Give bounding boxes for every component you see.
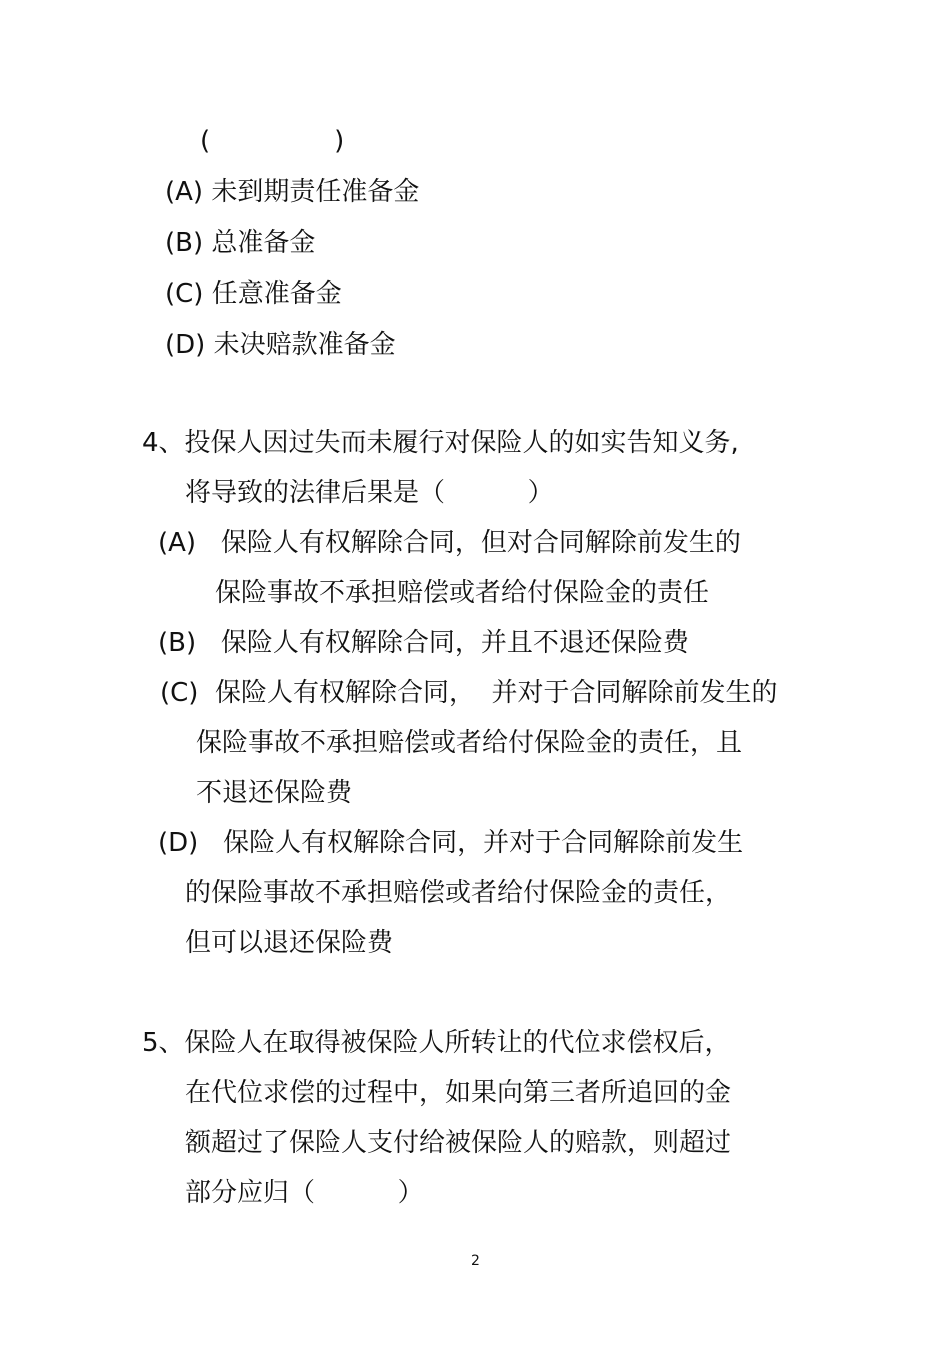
q4-stem-line1: 4、投保人因过失而未履行对保险人的如实告知义务, [142,428,739,458]
q5-stem-line2: 在代位求偿的过程中，如果向第三者所追回的金 [185,1078,732,1108]
q4-option-c-line2: 保险事故不承担赔偿或者给付保险金的责任，且 [196,728,743,758]
q4-option-b-line1: (B) 保险人有权解除合同，并且不退还保险费 [158,628,689,658]
q3-option-c: (C) 任意准备金 [165,279,342,309]
q4-stem-line2: 将导致的法律后果是（ ） [185,478,554,508]
q3-option-b: (B) 总准备金 [165,228,316,258]
q4-option-c-line3: 不退还保险费 [196,778,353,808]
q4-option-d-line3: 但可以退还保险费 [185,928,394,958]
q4-option-a-line2: 保险事故不承担赔偿或者给付保险金的责任 [215,578,710,608]
q3-option-a: (A) 未到期责任准备金 [165,177,420,207]
q5-stem-line1: 5、保险人在取得被保险人所转让的代位求偿权后， [142,1028,731,1058]
q5-stem-line3: 额超过了保险人支付给被保险人的赔款，则超过 [185,1128,732,1158]
q4-option-a-line1: (A) 保险人有权解除合同，但对合同解除前发生的 [158,528,741,558]
q4-option-c-line1: (C) 保险人有权解除合同， 并对于合同解除前发生的 [160,678,778,708]
q4-option-d-line1: (D) 保险人有权解除合同，并对于合同解除前发生 [158,828,744,858]
page-number: 2 [471,1253,480,1269]
q5-stem-line4: 部分应归（ ） [185,1178,424,1208]
q3-option-d: (D) 未决赔款准备金 [165,330,396,360]
q3-answer-blank: ( ) [200,126,345,156]
q4-option-d-line2: 的保险事故不承担赔偿或者给付保险金的责任， [185,878,732,908]
